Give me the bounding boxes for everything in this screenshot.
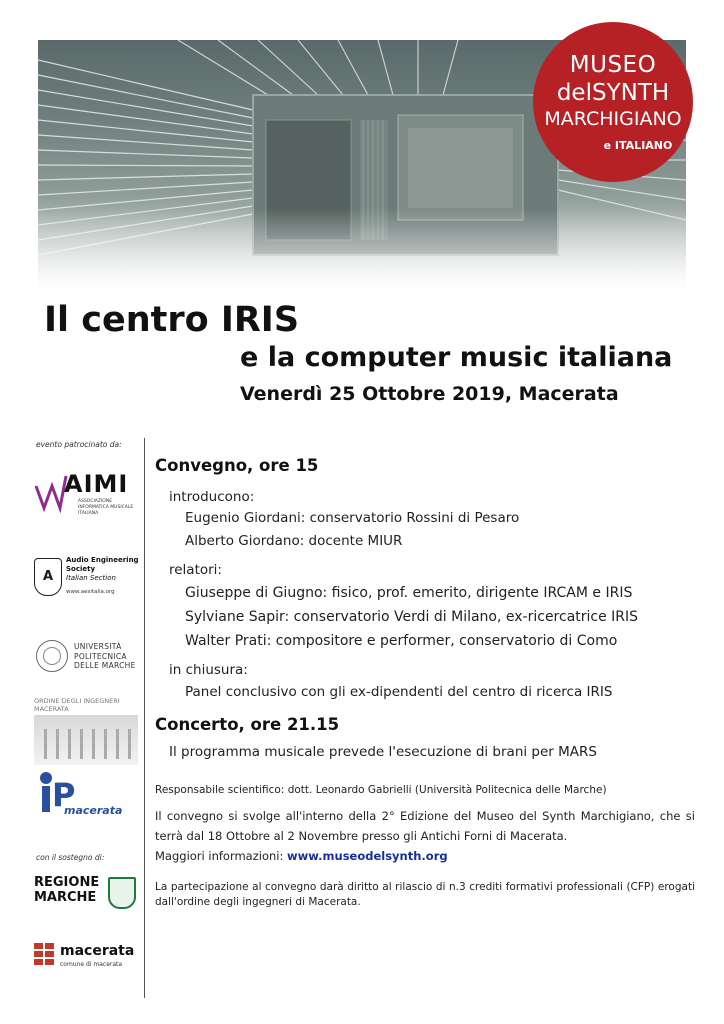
intro-item: Alberto Giordano: docente MIUR bbox=[185, 533, 403, 549]
event-title: Il centro IRIS bbox=[44, 300, 300, 340]
logo-line-2: delSYNTH bbox=[556, 80, 670, 106]
logo-line-4: e ITALIANO bbox=[603, 139, 673, 152]
building-illustration bbox=[34, 715, 138, 765]
comune-subtitle: comune di macerata bbox=[60, 961, 123, 968]
aimi-wordmark: AIMI bbox=[64, 470, 129, 498]
logo-line-1: MUSEO bbox=[569, 52, 657, 78]
ordine-name bbox=[34, 697, 120, 713]
aes-line-2: Society bbox=[66, 565, 96, 573]
more-info bbox=[155, 846, 695, 866]
concerto-text: Il programma musicale prevede l'esecuzione di brani per MARS bbox=[169, 744, 597, 760]
aes-line-3: Italian Section bbox=[66, 574, 116, 582]
support-label: con il sostegno di: bbox=[36, 853, 105, 862]
univpm-seal-icon bbox=[36, 640, 68, 672]
photo-fade bbox=[38, 208, 686, 298]
aimi-subtitle: ASSOCIAZIONE INFORMATICA MUSICALE ITALIANA bbox=[78, 499, 134, 516]
website-link[interactable]: www.museodelsynth.org bbox=[287, 849, 448, 863]
comune-macerata-logo bbox=[34, 943, 144, 977]
logo-line-3: MARCHIGIANO bbox=[544, 108, 682, 130]
program-content bbox=[155, 456, 695, 910]
aimi-wave-icon bbox=[34, 472, 68, 518]
more-info-label: Maggiori informazioni: bbox=[155, 849, 288, 863]
aes-logo bbox=[34, 556, 144, 600]
comune-crest-icon bbox=[34, 943, 54, 965]
aes-name bbox=[66, 556, 139, 583]
regione-name bbox=[34, 875, 99, 905]
univpm-name bbox=[74, 642, 136, 671]
regione-marche-logo bbox=[34, 873, 144, 913]
ip-city: macerata bbox=[64, 804, 123, 817]
relatore-item: Sylviane Sapir: conservatorio Verdi di Milano, ex-ricercatrice IRIS bbox=[185, 609, 639, 625]
event-date: Venerdì 25 Ottobre 2019, Macerata bbox=[240, 383, 619, 405]
chiusura-item: Panel conclusivo con gli ex-dipendenti del centro di ricerca IRIS bbox=[185, 684, 613, 700]
concerto-heading: Concerto, ore 21.15 bbox=[155, 715, 340, 734]
column-divider bbox=[144, 438, 145, 998]
comune-name: macerata bbox=[60, 943, 135, 959]
relatore-item: Walter Prati: compositore e performer, conservatorio di Como bbox=[185, 633, 618, 649]
intro-label: introducono: bbox=[169, 489, 255, 505]
aes-badge-icon: A bbox=[34, 558, 62, 596]
ordine-line-1: ORDINE DEGLI INGEGNERI bbox=[34, 697, 120, 705]
intro-item: Eugenio Giordani: conservatorio Rossini di Pesaro bbox=[185, 510, 520, 526]
univpm-logo bbox=[34, 640, 144, 682]
crediti-text: La partecipazione al convegno darà diritto al rilascio di n.3 crediti formativi professionali (CFP) erogati dall'ordine degli ingegneri di Macerata. bbox=[155, 881, 695, 908]
patronage-label: evento patrocinato da: bbox=[36, 440, 122, 449]
ip-dot-icon bbox=[40, 772, 52, 784]
aimi-logo bbox=[34, 470, 134, 520]
ip-letter: P bbox=[52, 776, 76, 814]
univpm-line-1: UNIVERSITÀ bbox=[74, 642, 122, 651]
convegno-heading: Convegno, ore 15 bbox=[155, 456, 319, 475]
event-subtitle: e la computer music italiana bbox=[240, 342, 673, 373]
museo-del-synth-logo bbox=[533, 22, 693, 182]
ip-stem bbox=[42, 786, 50, 812]
univpm-line-3: DELLE MARCHE bbox=[74, 661, 136, 670]
responsabile-text: Responsabile scientifico: dott. Leonardo Gabrielli (Università Politecnica delle Marche) bbox=[155, 784, 607, 796]
regione-line-1: REGIONE bbox=[34, 875, 100, 890]
chiusura-label: in chiusura: bbox=[169, 662, 248, 678]
regione-shield-icon bbox=[108, 877, 136, 909]
aes-line-1: Audio Engineering bbox=[66, 556, 139, 564]
relatori-label: relatori: bbox=[169, 562, 222, 578]
regione-line-2: MARCHE bbox=[34, 890, 97, 905]
edizione-text: Il convegno si svolge all'interno della 2° Edizione del Museo del Synth Marchigiano, che si terrà dal 18 Ottobre al 2 Novembre presso gli Antichi Forni di Macerata. bbox=[155, 809, 695, 843]
aes-url: www.aesitalia.org bbox=[66, 589, 115, 595]
relatore-item: Giuseppe di Giugno: fisico, prof. emerito, dirigente IRCAM e IRIS bbox=[185, 585, 633, 601]
ordine-line-2: MACERATA bbox=[34, 705, 69, 713]
univpm-line-2: POLITECNICA bbox=[74, 651, 127, 661]
ip-macerata-logo bbox=[34, 770, 134, 822]
ordine-ingegneri-logo bbox=[34, 697, 142, 767]
